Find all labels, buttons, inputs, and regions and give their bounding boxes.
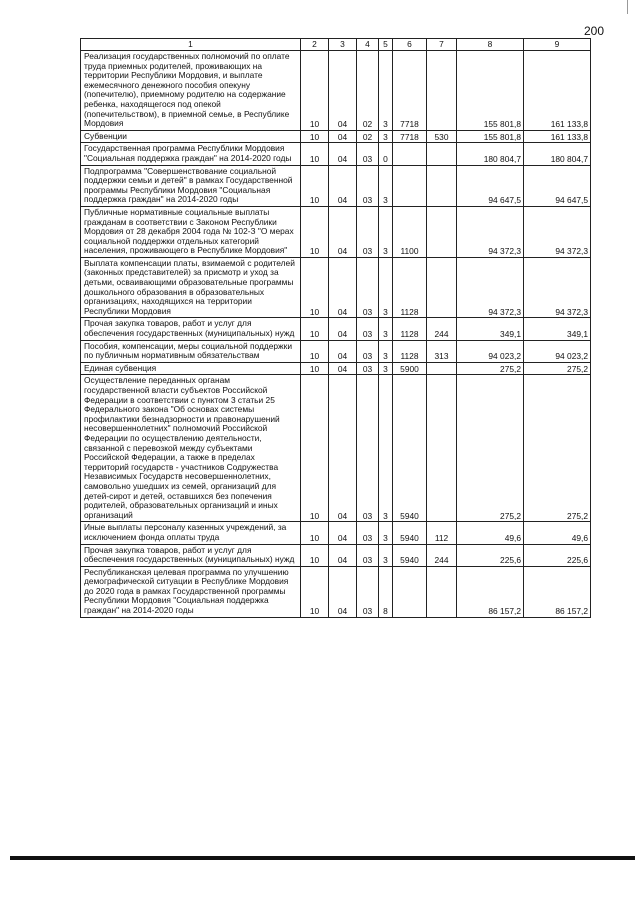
section-code: 10 — [301, 318, 329, 340]
column-header-6: 6 — [393, 39, 427, 51]
section-code: 10 — [301, 362, 329, 375]
target-code — [393, 143, 427, 165]
target-code: 1128 — [393, 340, 427, 362]
amount-year-2: 94 023,2 — [524, 340, 591, 362]
section-code: 10 — [301, 165, 329, 206]
row-name: Прочая закупка товаров, работ и услуг для обеспечения государственных (муниципальных) нужд — [81, 318, 301, 340]
subprogram-code: 3 — [379, 257, 393, 318]
amount-year-1: 94 372,3 — [457, 257, 524, 318]
table-row — [81, 544, 591, 566]
column-header-7: 7 — [427, 39, 457, 51]
subprogram-code: 3 — [379, 51, 393, 131]
program-code: 03 — [357, 143, 379, 165]
section-code: 10 — [301, 566, 329, 617]
subprogram-code: 3 — [379, 206, 393, 257]
amount-year-2: 161 133,8 — [524, 130, 591, 143]
target-code: 7718 — [393, 130, 427, 143]
program-code: 03 — [357, 566, 379, 617]
subprogram-code: 3 — [379, 318, 393, 340]
amount-year-2: 180 804,7 — [524, 143, 591, 165]
table-row — [81, 206, 591, 257]
program-code: 03 — [357, 362, 379, 375]
row-name: Прочая закупка товаров, работ и услуг для обеспечения государственных (муниципальных) нужд — [81, 544, 301, 566]
table-row — [81, 362, 591, 375]
program-code: 03 — [357, 257, 379, 318]
amount-year-1: 94 372,3 — [457, 206, 524, 257]
program-code: 03 — [357, 318, 379, 340]
row-name: Республиканская целевая программа по улучшению демографической ситуации в Республике Мордовия до 2020 года в рамках Государственной программы Республики Мордовия "Социальная поддержка граждан" на 2014-2020 годы — [81, 566, 301, 617]
amount-year-1: 94 023,2 — [457, 340, 524, 362]
target-code: 5940 — [393, 544, 427, 566]
page-number: 200 — [584, 24, 605, 38]
target-code — [393, 165, 427, 206]
amount-year-2: 94 372,3 — [524, 257, 591, 318]
amount-year-2: 275,2 — [524, 362, 591, 375]
expense-type-code: 244 — [427, 544, 457, 566]
scan-mark — [627, 0, 628, 14]
column-header-8: 8 — [457, 39, 524, 51]
scan-edge-bar — [10, 856, 635, 860]
row-name: Пособия, компенсации, меры социальной поддержки по публичным нормативным обязательствам — [81, 340, 301, 362]
subprogram-code: 3 — [379, 544, 393, 566]
subprogram-code: 3 — [379, 375, 393, 522]
table-row — [81, 51, 591, 131]
amount-year-1: 275,2 — [457, 362, 524, 375]
row-name: Подпрограмма "Совершенствование социальной поддержки семьи и детей" в рамках Государственной программы Республики Мордовия "Социальная поддержка граждан" на 2014-2020 годы — [81, 165, 301, 206]
subprogram-code: 3 — [379, 130, 393, 143]
section-code: 10 — [301, 257, 329, 318]
subsection-code: 04 — [329, 130, 357, 143]
budget-table — [80, 38, 591, 618]
amount-year-1: 349,1 — [457, 318, 524, 340]
table-row — [81, 522, 591, 544]
target-code: 5940 — [393, 375, 427, 522]
subprogram-code: 8 — [379, 566, 393, 617]
target-code: 1100 — [393, 206, 427, 257]
row-name: Единая субвенция — [81, 362, 301, 375]
column-header-5: 5 — [379, 39, 393, 51]
amount-year-2: 161 133,8 — [524, 51, 591, 131]
section-code: 10 — [301, 522, 329, 544]
subsection-code: 04 — [329, 522, 357, 544]
row-name: Реализация государственных полномочий по оплате труда приемных родителей, проживающих на территории Республики Мордовия, и выплате ежемесячного денежного пособия опекуну (попечителю), приемному родителю на содержание ребенка, находящегося под опекой (попечительством), в приемной семье, в Республике Мордовия — [81, 51, 301, 131]
row-name: Иные выплаты персоналу казенных учреждений, за исключением фонда оплаты труда — [81, 522, 301, 544]
expense-type-code — [427, 143, 457, 165]
amount-year-1: 225,6 — [457, 544, 524, 566]
target-code: 5940 — [393, 522, 427, 544]
subsection-code: 04 — [329, 362, 357, 375]
table-row — [81, 566, 591, 617]
column-header-2: 2 — [301, 39, 329, 51]
program-code: 02 — [357, 130, 379, 143]
table-row — [81, 130, 591, 143]
column-header-1: 1 — [81, 39, 301, 51]
target-code: 5900 — [393, 362, 427, 375]
expense-type-code: 313 — [427, 340, 457, 362]
expense-type-code — [427, 362, 457, 375]
program-code: 03 — [357, 206, 379, 257]
program-code: 02 — [357, 51, 379, 131]
table-row — [81, 257, 591, 318]
subsection-code: 04 — [329, 165, 357, 206]
program-code: 03 — [357, 340, 379, 362]
table-row — [81, 318, 591, 340]
amount-year-2: 86 157,2 — [524, 566, 591, 617]
subprogram-code: 3 — [379, 362, 393, 375]
target-code — [393, 566, 427, 617]
subprogram-code: 3 — [379, 522, 393, 544]
expense-type-code — [427, 165, 457, 206]
subprogram-code: 3 — [379, 165, 393, 206]
program-code: 03 — [357, 375, 379, 522]
section-code: 10 — [301, 544, 329, 566]
amount-year-2: 275,2 — [524, 375, 591, 522]
subsection-code: 04 — [329, 206, 357, 257]
program-code: 03 — [357, 165, 379, 206]
row-name: Осуществление переданных органам государственной власти субъектов Российской Федерации в соответствии с пунктом 3 статьи 25 Федерального закона "Об основах системы профилактики безнадзорности и правонарушений несовершеннолетних" полномочий Российской Федерации по осуществлению деятельности, связанной с перевозкой между субъектами Российской Федерации, а также в пределах территорий государств - участников Содружества Независимых Государств несовершеннолетних, самовольно ушедших из семей, организаций для детей-сирот и детей, оставшихся без попечения родителей, образовательных организаций и иных организаций — [81, 375, 301, 522]
expense-type-code — [427, 257, 457, 318]
amount-year-2: 225,6 — [524, 544, 591, 566]
row-name: Субвенции — [81, 130, 301, 143]
table-row — [81, 340, 591, 362]
subsection-code: 04 — [329, 257, 357, 318]
expense-type-code — [427, 206, 457, 257]
subprogram-code: 0 — [379, 143, 393, 165]
target-code: 7718 — [393, 51, 427, 131]
amount-year-1: 180 804,7 — [457, 143, 524, 165]
program-code: 03 — [357, 522, 379, 544]
amount-year-1: 49,6 — [457, 522, 524, 544]
amount-year-1: 94 647,5 — [457, 165, 524, 206]
program-code: 03 — [357, 544, 379, 566]
row-name: Публичные нормативные социальные выплаты гражданам в соответствии с Законом Республики Мордовия от 28 декабря 2004 года № 102-З "О мерах социальной поддержки отдельных категорий населения, проживающего в Республике Мордовия" — [81, 206, 301, 257]
column-header-4: 4 — [357, 39, 379, 51]
column-header-3: 3 — [329, 39, 357, 51]
expense-type-code: 244 — [427, 318, 457, 340]
section-code: 10 — [301, 206, 329, 257]
expense-type-code — [427, 566, 457, 617]
subsection-code: 04 — [329, 318, 357, 340]
column-header-9: 9 — [524, 39, 591, 51]
row-name: Государственная программа Республики Мордовия "Социальная поддержка граждан" на 2014-2020 годы — [81, 143, 301, 165]
section-code: 10 — [301, 51, 329, 131]
subsection-code: 04 — [329, 375, 357, 522]
amount-year-1: 155 801,8 — [457, 130, 524, 143]
subprogram-code: 3 — [379, 340, 393, 362]
subsection-code: 04 — [329, 544, 357, 566]
section-code: 10 — [301, 143, 329, 165]
expense-type-code — [427, 51, 457, 131]
amount-year-2: 49,6 — [524, 522, 591, 544]
amount-year-2: 94 647,5 — [524, 165, 591, 206]
target-code: 1128 — [393, 318, 427, 340]
amount-year-1: 86 157,2 — [457, 566, 524, 617]
expense-type-code — [427, 375, 457, 522]
table-row — [81, 375, 591, 522]
table-body — [81, 51, 591, 618]
subsection-code: 04 — [329, 340, 357, 362]
section-code: 10 — [301, 340, 329, 362]
target-code: 1128 — [393, 257, 427, 318]
header-row — [81, 39, 591, 51]
section-code: 10 — [301, 375, 329, 522]
table-row — [81, 165, 591, 206]
subsection-code: 04 — [329, 143, 357, 165]
subsection-code: 04 — [329, 566, 357, 617]
amount-year-2: 94 372,3 — [524, 206, 591, 257]
amount-year-1: 155 801,8 — [457, 51, 524, 131]
section-code: 10 — [301, 130, 329, 143]
amount-year-1: 275,2 — [457, 375, 524, 522]
row-name: Выплата компенсации платы, взимаемой с родителей (законных представителей) за присмотр и уход за детьми, осваивающими образовательные программы дошкольного образования в образовательных организациях, находящихся на территории Республики Мордовия — [81, 257, 301, 318]
subsection-code: 04 — [329, 51, 357, 131]
amount-year-2: 349,1 — [524, 318, 591, 340]
table-row — [81, 143, 591, 165]
expense-type-code: 530 — [427, 130, 457, 143]
expense-type-code: 112 — [427, 522, 457, 544]
